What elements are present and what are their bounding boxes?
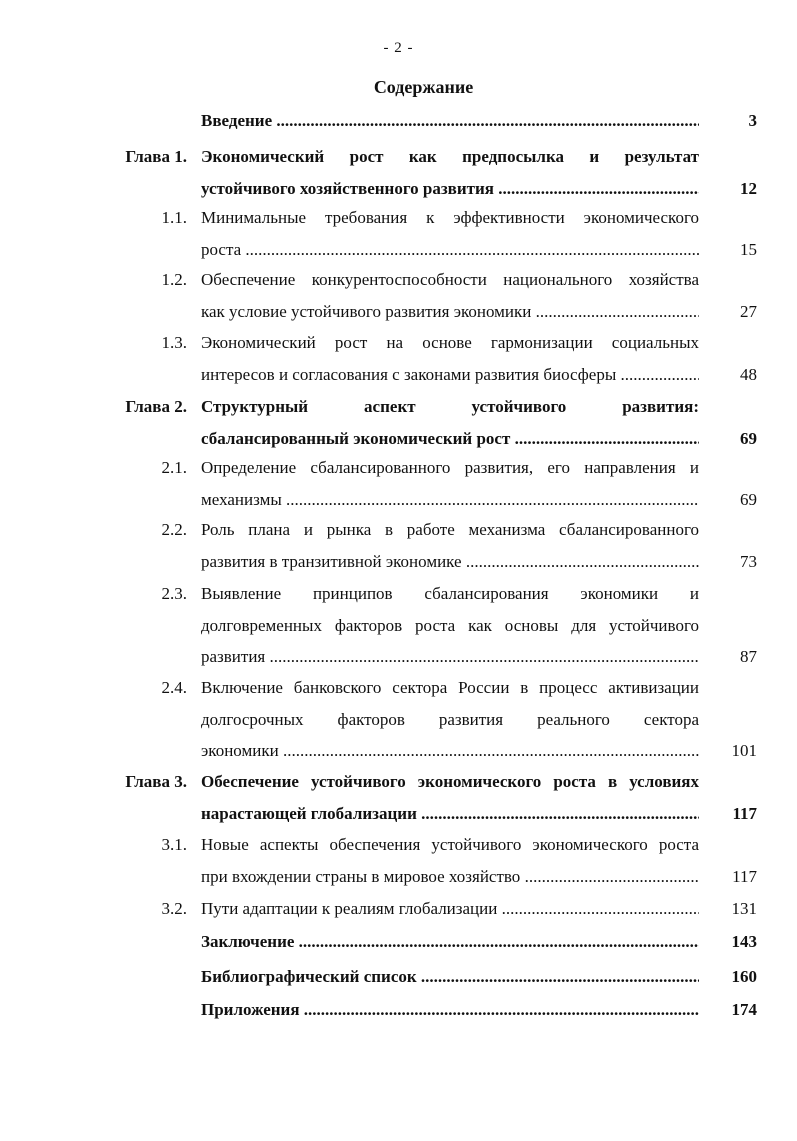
toc-entry-page: 160 [731,967,757,986]
toc-entry-page: 117 [732,803,757,823]
toc-entry-label: Глава 1. [125,147,187,166]
toc-entry-text: долгосрочных факторов развития реального сектора [201,709,699,729]
toc-entry-line [0,363,797,387]
toc-entry-line [0,676,797,700]
toc-entry-line [0,708,797,732]
toc-entry-text: развития в транзитивной экономике ..... [201,550,699,574]
toc-entry-line [0,833,797,857]
toc-entry-line [0,300,797,324]
toc-entry-page: 69 [740,489,757,509]
toc-entry-text: Экономический рост на основе гармонизации социальных [201,333,699,352]
toc-entry-page: 12 [740,178,757,198]
toc-entry-label: 2.2. [161,520,187,539]
toc-entry-line [0,965,797,989]
toc-entry-line [0,770,797,794]
toc-entry-label: 1.3. [161,333,187,352]
toc-entry-text: Определение сбалансированного развития, его направления и [201,458,699,477]
toc-entry-text: Приложения ..... [201,998,699,1022]
toc-entry-text: Минимальные требования к эффективности экономического [201,208,699,227]
toc-entry-text: Пути адаптации к реалиям глобализации ..... [201,897,699,921]
toc-entry-label: Глава 3. [125,772,187,791]
toc-entry-text: Выявление принципов сбалансирования экономики и [201,584,699,603]
toc-entry-page: 69 [740,428,757,448]
toc-entry-text: Включение банковского сектора России в процесс активизации [201,678,699,697]
toc-entry-line [0,802,797,826]
toc-entry-line [0,427,797,451]
toc-entry-label: 3.1. [161,835,187,854]
toc-entry-page: 15 [740,239,757,259]
toc-entry-text: Обеспечение устойчивого экономического роста в условиях [201,772,699,791]
toc-entry-text: Обеспечение конкурентоспособности национального хозяйства [201,270,699,289]
toc-entry-page: 73 [740,551,757,571]
toc-entry-text: при вхождении страны в мировое хозяйство ..... [201,865,699,889]
toc-entry-text: Структурный аспект устойчивого развития: [201,397,699,416]
toc-entry-label: 1.2. [161,270,187,289]
toc-entry-text: Заключение ..... [201,930,699,954]
toc-entry-text: Роль плана и рынка в работе механизма сбалансированного [201,520,699,539]
toc-entry-page: 131 [731,899,757,918]
toc-entry-line [0,897,797,921]
toc-entry-line [0,206,797,230]
toc-entry-label: 1.1. [161,208,187,227]
toc-entry-text: долговременных факторов роста как основы для устойчивого [201,615,699,635]
toc-entry-text: Библиографический список ..... [201,965,699,989]
toc-entry-line [0,109,797,133]
toc-entry-label: 2.4. [161,678,187,697]
toc-entry-text: нарастающей глобализации ..... [201,802,699,826]
toc-entry-text: Экономический рост как предпосылка и результат [201,147,699,166]
toc-entry-text: экономики ..... [201,739,699,763]
toc-entry-line [0,145,797,169]
toc-entry-page: 27 [740,301,757,321]
toc-entry-text: Введение ..... [201,109,699,133]
toc-entry-page: 174 [731,1000,757,1019]
toc-entry-label: 3.2. [161,899,187,918]
toc-entry-line [0,456,797,480]
toc-entry-text: устойчивого хозяйственного развития ..... [201,177,699,201]
toc-entry-line [0,238,797,262]
toc-entry-text: сбалансированный экономический рост ..... [201,427,699,451]
toc-entry-line [0,582,797,606]
toc-entry-text: интересов и согласования с законами развития биосферы ..... [201,363,699,387]
toc-entry-text: как условие устойчивого развития экономики ..... [201,300,699,324]
toc-entry-line [0,739,797,763]
toc-entry-line [0,930,797,954]
page-number: - 2 - [383,40,414,56]
toc-entry-line [0,998,797,1022]
toc-entry-label: 2.3. [161,584,187,603]
toc-entry-label: 2.1. [161,458,187,477]
toc-entry-page: 117 [732,866,757,886]
toc-entry-line [0,268,797,292]
toc-entry-page: 87 [740,647,757,666]
toc-entry-line [0,614,797,638]
toc-entry-line [0,865,797,889]
toc-entry-line [0,331,797,355]
toc-entry-text: Новые аспекты обеспечения устойчивого экономического роста [201,835,699,854]
toc-entry-line [0,518,797,542]
toc-entry-page: 48 [740,364,757,384]
toc-entry-text: развития ..... [201,645,699,669]
toc-entry-line [0,550,797,574]
toc-entry-line [0,395,797,419]
toc-entry-text: роста ..... [201,238,699,262]
toc-entry-page: 101 [731,741,757,760]
toc-entry-line [0,177,797,201]
toc-entry-page: 3 [748,111,757,130]
toc-entry-line [0,645,797,669]
toc-entry-label: Глава 2. [125,397,187,416]
toc-entry-text: механизмы ..... [201,488,699,512]
toc-entry-line [0,488,797,512]
toc-entry-page: 143 [731,932,757,951]
page-title: Содержание [373,77,474,97]
